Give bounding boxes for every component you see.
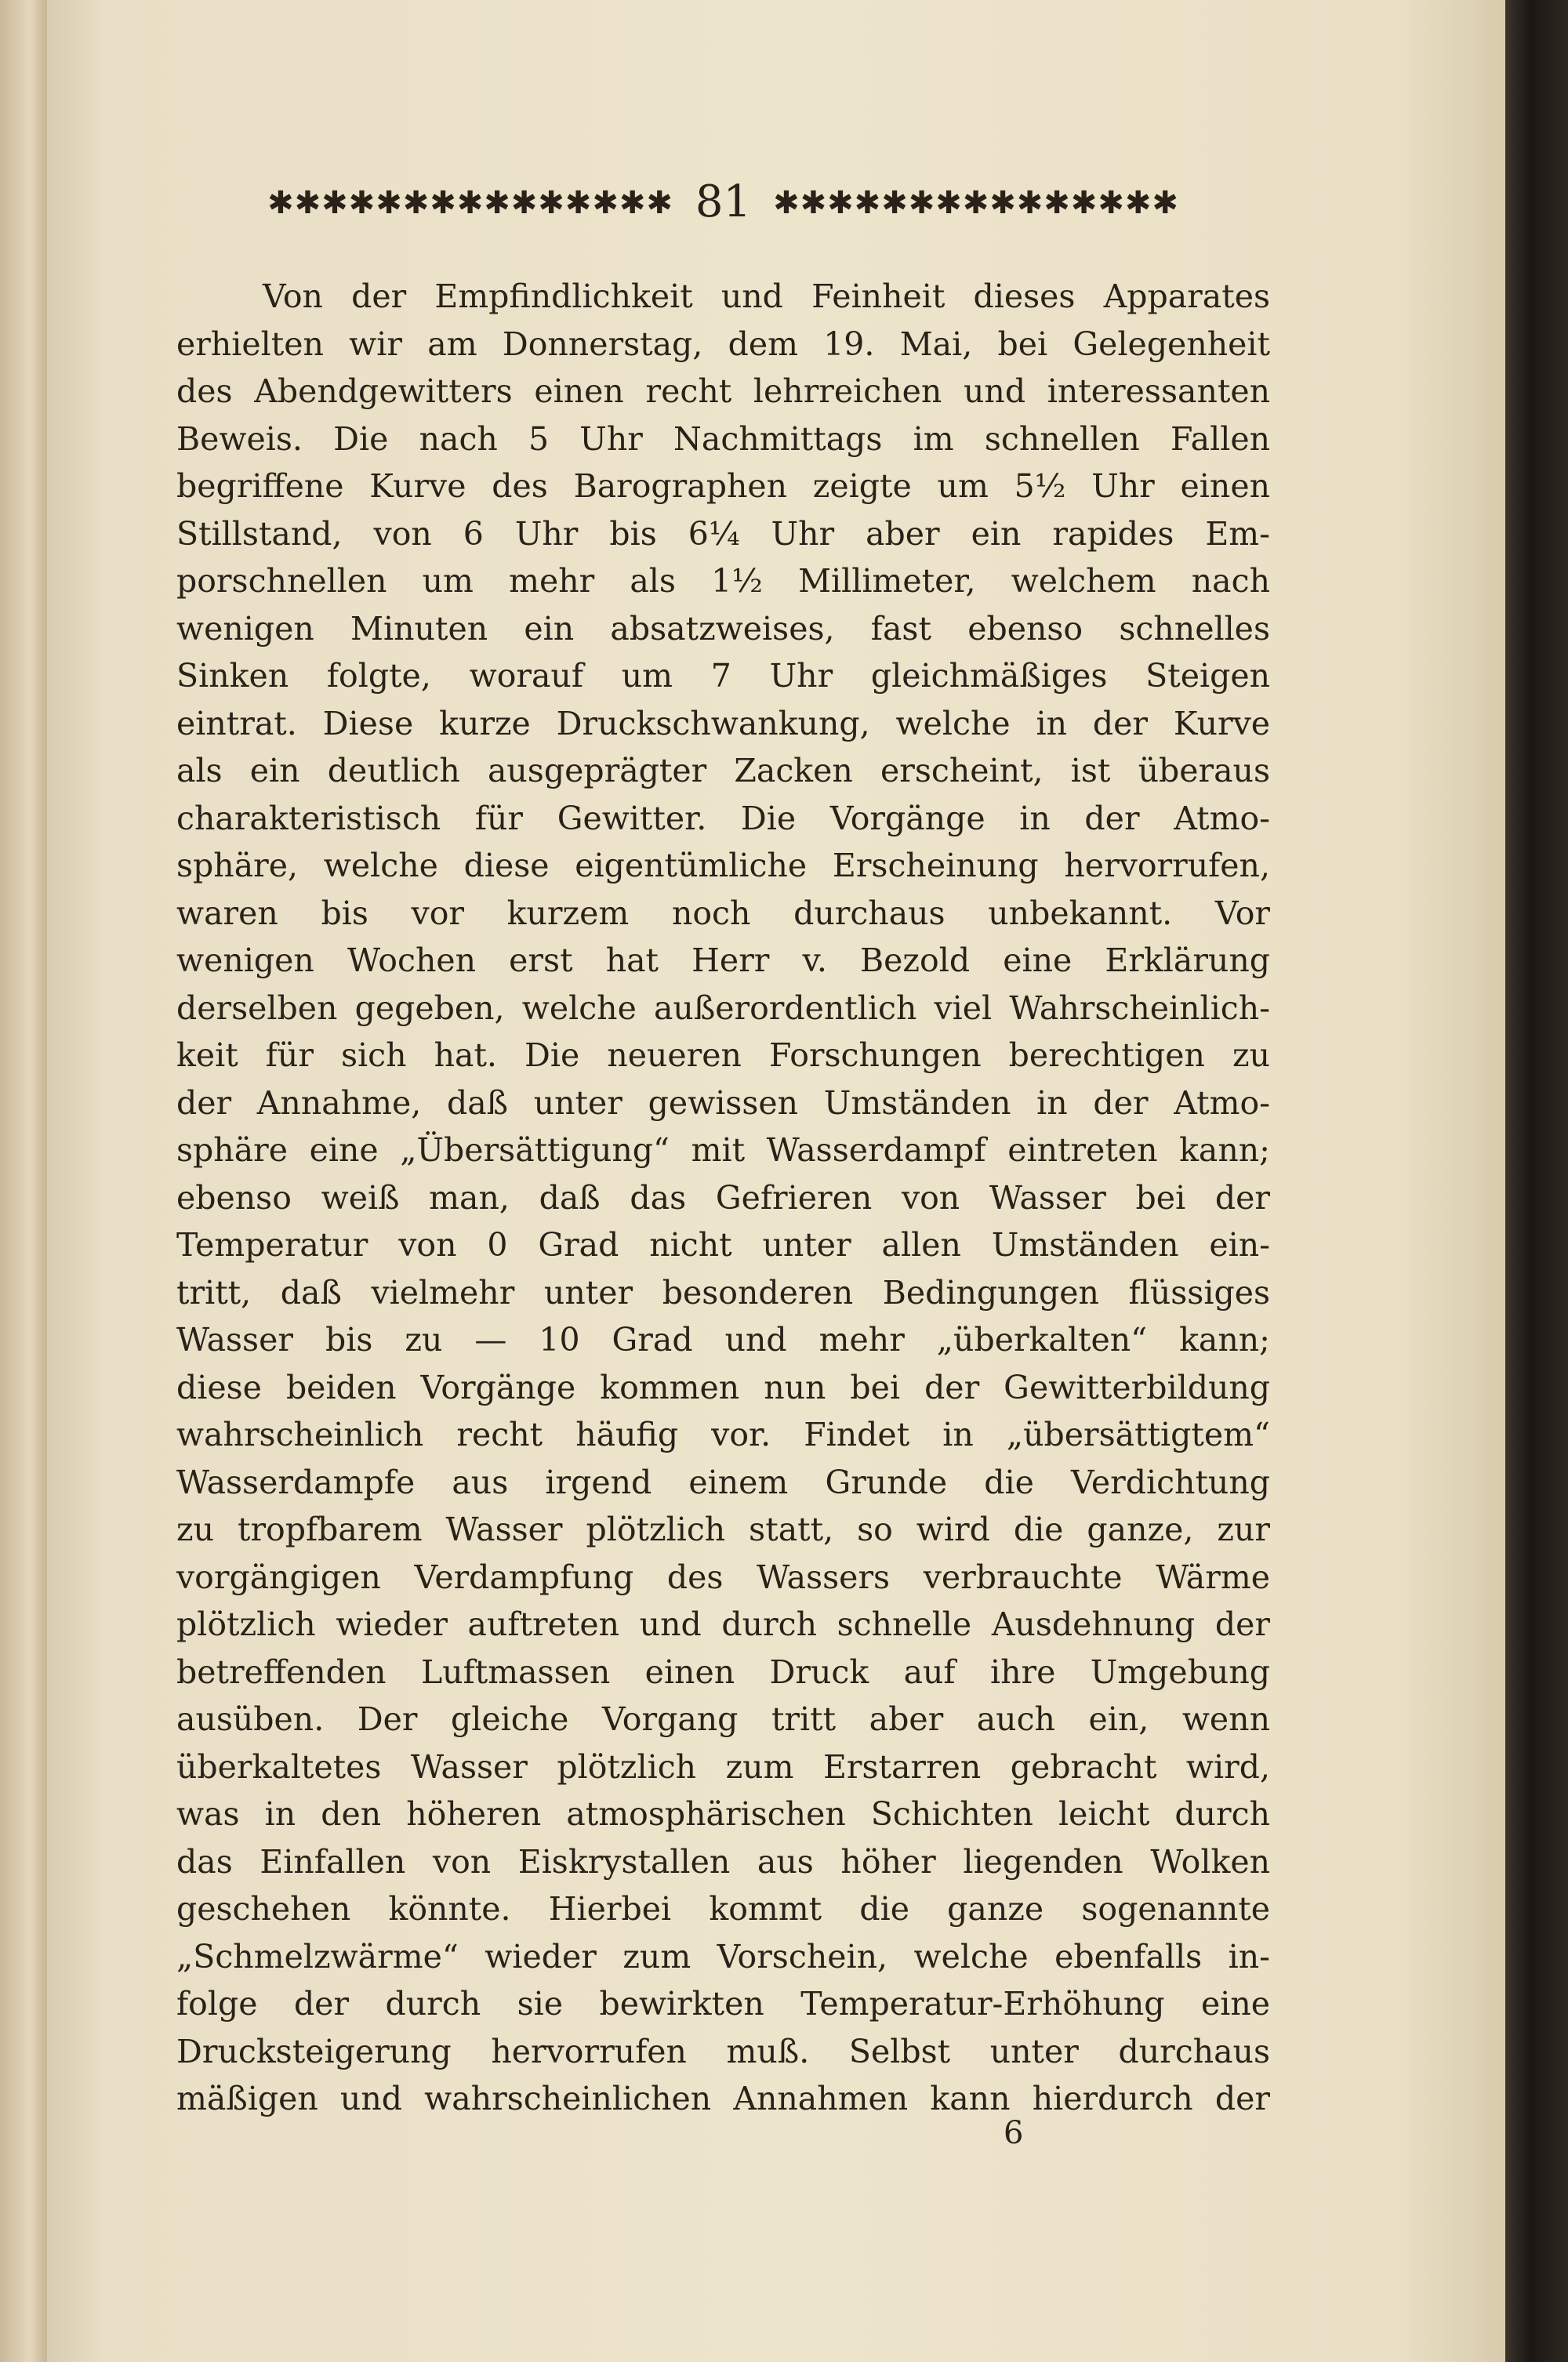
text-line: derselben gegeben, welche außerordentlich viel Wahrscheinlich- [176, 989, 1270, 1027]
text-line: Von der Empfindlichkeit und Feinheit dieses Apparates [263, 278, 1270, 315]
text-line: erhielten wir am Donnerstag, dem 19. Mai, bei Gelegenheit [176, 325, 1270, 363]
text-line: das Einfallen von Eiskrystallen aus höher liegenden Wolken [176, 1842, 1270, 1881]
text-line: vorgängigen Verdampfung des Wassers verbrauchte Wärme [176, 1558, 1270, 1596]
text-line: diese beiden Vorgänge kommen nun bei der Gewitterbildung [176, 1368, 1270, 1406]
text-line: wenigen Minuten ein absatzweises, fast ebenso schnelles [176, 609, 1270, 648]
header-ornament-right: ✱✱✱✱✱✱✱✱✱✱✱✱✱✱✱ [773, 185, 1179, 221]
text-line: wahrscheinlich recht häufig vor. Findet in „übersättigtem“ [176, 1416, 1270, 1453]
text-line: der Annahme, daß unter gewissen Umständen in der Atmo- [176, 1083, 1270, 1122]
text-line: überkaltetes Wasser plötzlich zum Erstarren gebracht wird, [176, 1747, 1270, 1786]
text-line: Wasserdampfe aus irgend einem Grunde die Verdichtung [176, 1463, 1270, 1501]
text-line: keit für sich hat. Die neueren Forschungen berechtigen zu [176, 1036, 1270, 1074]
text-line: tritt, daß vielmehr unter besonderen Bedingungen flüssiges [176, 1273, 1270, 1312]
text-line: wenigen Wochen erst hat Herr v. Bezold eine Erklärung [176, 942, 1270, 979]
text-line: geschehen könnte. Hierbei kommt die ganze sogenannte [176, 1890, 1270, 1928]
text-line: plötzlich wieder auftreten und durch schnelle Ausdehnung der [176, 1606, 1270, 1643]
text-line: Temperatur von 0 Grad nicht unter allen Umständen ein- [176, 1226, 1270, 1264]
text-line: zu tropfbarem Wasser plötzlich statt, so wird die ganze, zur [176, 1511, 1270, 1548]
body-text [176, 273, 1270, 2123]
page-header [176, 176, 1270, 227]
header-ornament-left: ✱✱✱✱✱✱✱✱✱✱✱✱✱✱✱ [267, 185, 673, 221]
page-number: 81 [695, 176, 752, 227]
text-line: waren bis vor kurzem noch durchaus unbekannt. Vor [176, 894, 1270, 932]
text-line: betreffenden Luftmassen einen Druck auf ihre Umgebung [176, 1653, 1270, 1691]
text-line: folge der durch sie bewirkten Temperatur-Erhöhung eine [176, 1985, 1270, 2023]
text-line: Drucksteigerung hervorrufen muß. Selbst unter durchaus [176, 2032, 1270, 2070]
text-line: Sinken folgte, worauf um 7 Uhr gleichmäßiges Steigen [176, 657, 1270, 695]
text-line: mäßigen und wahrscheinlichen Annahmen kann hierdurch der [176, 2080, 1270, 2117]
text-line: als ein deutlich ausgeprägter Zacken erscheint, ist überaus [176, 752, 1270, 789]
text-line: sphäre, welche diese eigentümliche Erscheinung hervorrufen, [176, 847, 1270, 884]
text-line: begriffene Kurve des Barographen zeigte um 5½ Uhr einen [176, 467, 1270, 505]
book-binding [1505, 0, 1568, 2362]
text-line: Wasser bis zu — 10 Grad und mehr „überkalten“ kann; [176, 1321, 1270, 1359]
text-line: ebenso weiß man, daß das Gefrieren von Wasser bei der [176, 1178, 1270, 1217]
text-line: ausüben. Der gleiche Vorgang tritt aber auch ein, wenn [176, 1700, 1270, 1738]
text-line: charakteristisch für Gewitter. Die Vorgänge in der Atmo- [176, 799, 1270, 837]
text-line: Beweis. Die nach 5 Uhr Nachmittags im schnellen Fallen [176, 419, 1270, 458]
text-line: „Schmelzwärme“ wieder zum Vorschein, welche ebenfalls in- [176, 1937, 1270, 1976]
text-line: eintrat. Diese kurze Druckschwankung, welche in der Kurve [176, 704, 1270, 742]
text-line: Stillstand, von 6 Uhr bis 6¼ Uhr aber ein rapides Em- [176, 514, 1270, 553]
signature-mark: 6 [1004, 2115, 1024, 2151]
text-line: sphäre eine „Übersättigung“ mit Wasserdampf eintreten kann; [176, 1131, 1270, 1169]
text-line: porschnellen um mehr als 1½ Millimeter, welchem nach [176, 562, 1270, 600]
text-line: was in den höheren atmosphärischen Schichten leicht durch [176, 1795, 1270, 1833]
text-line: des Abendgewitters einen recht lehrreichen und interessanten [176, 372, 1270, 410]
